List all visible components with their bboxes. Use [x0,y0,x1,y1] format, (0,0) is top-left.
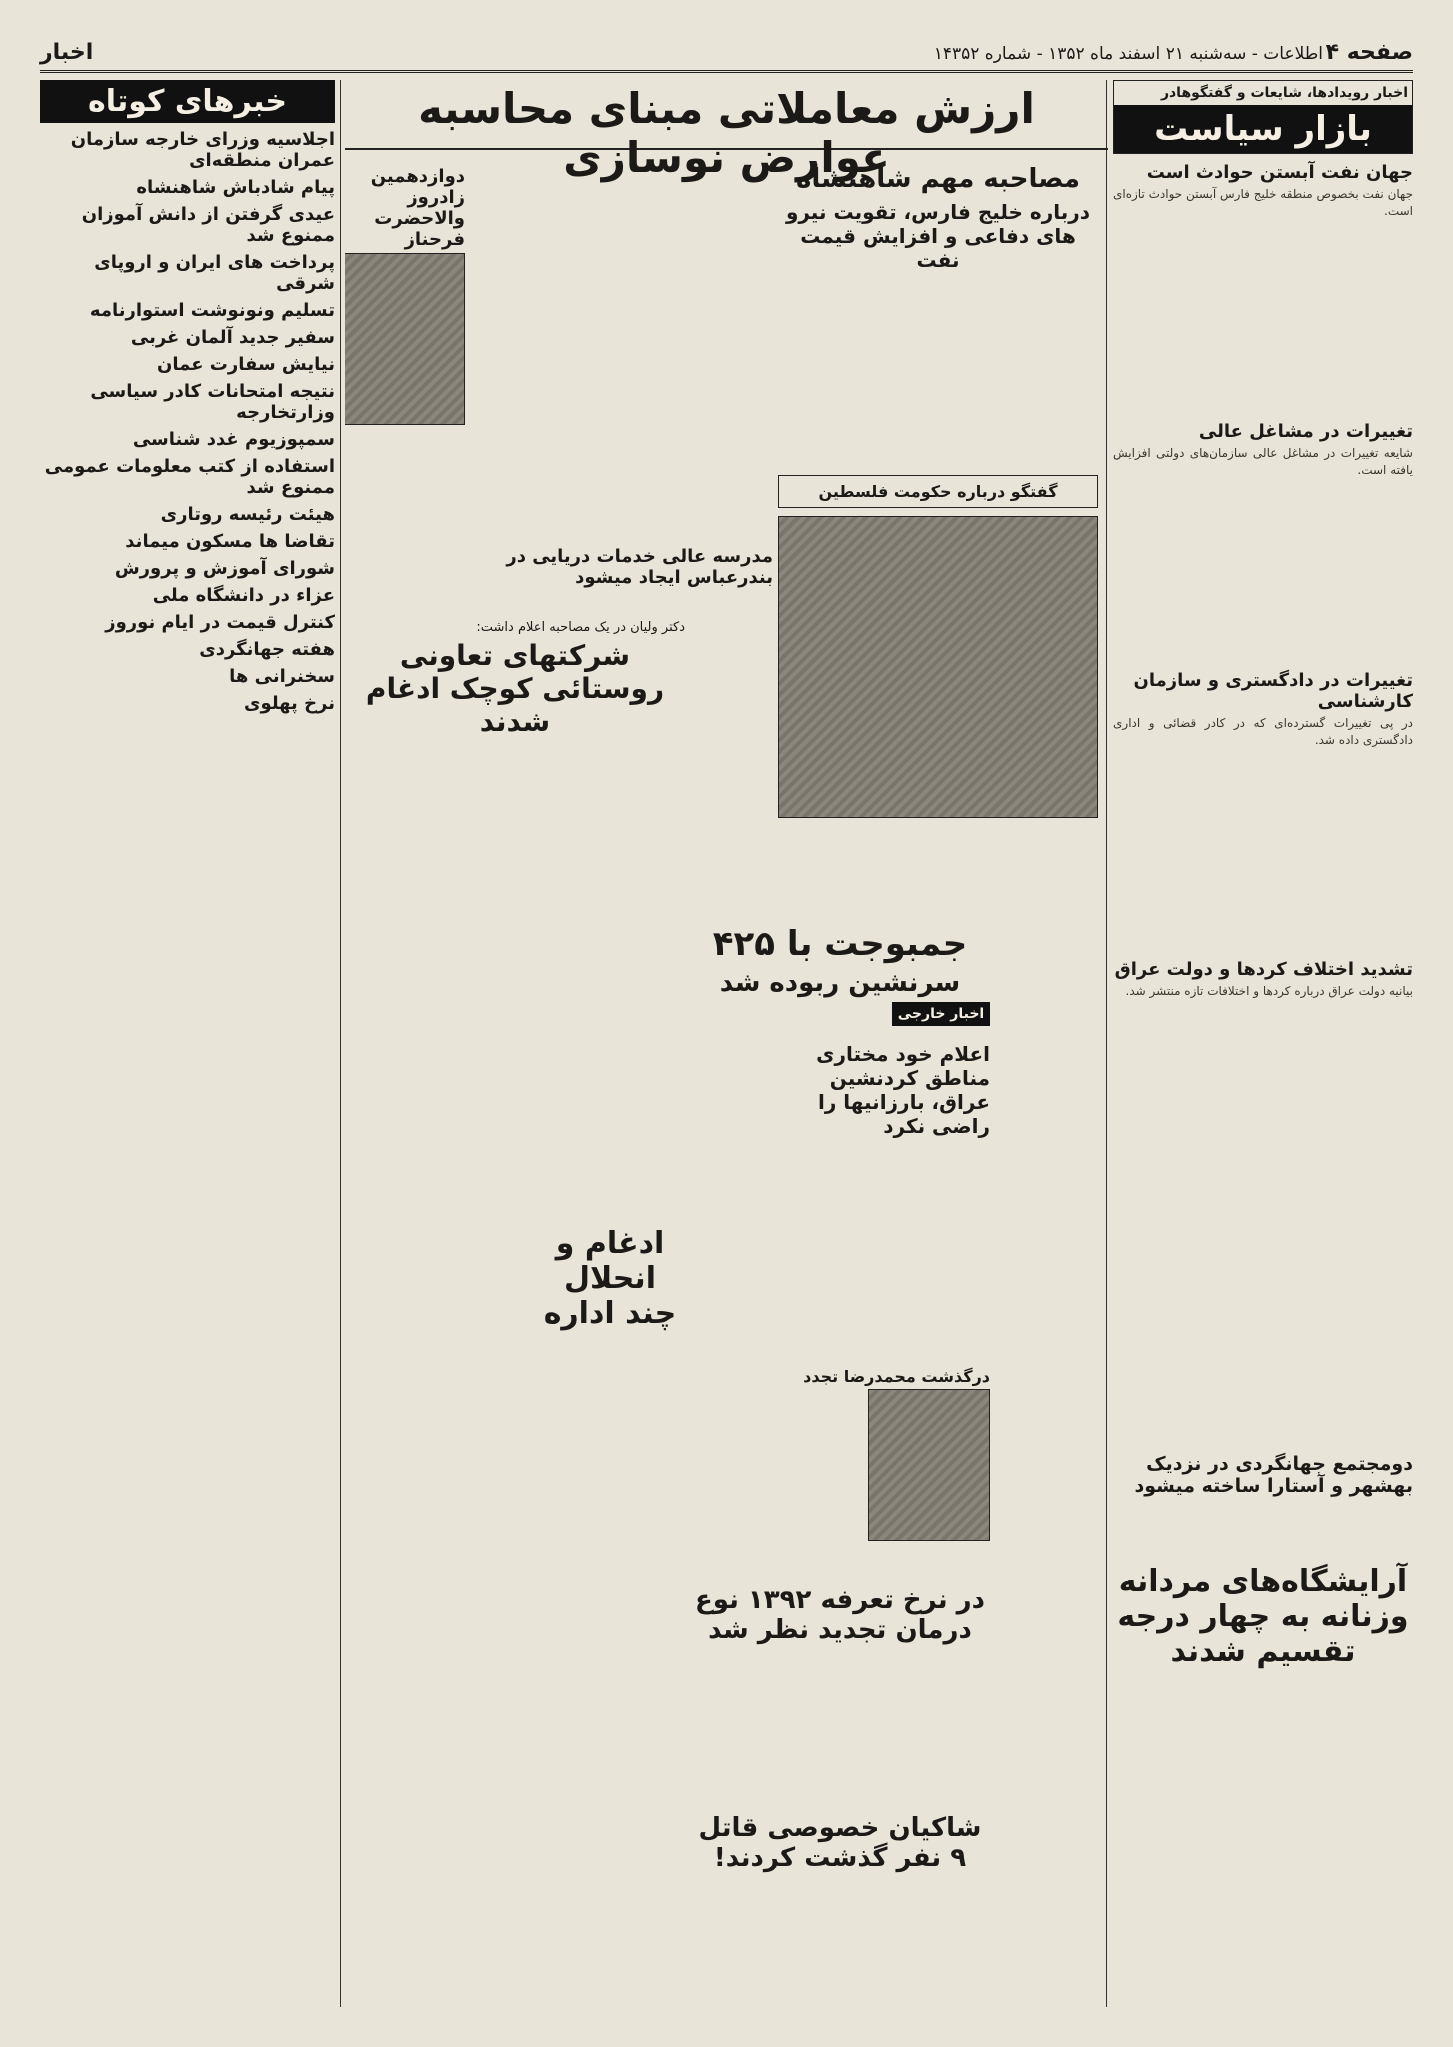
politics-item-title: جهان نفت آبستن حوادث است [1146,162,1413,183]
obit-title: درگذشت محمدرضا تجدد [803,1367,990,1386]
short-news-item: کنترل قیمت در ایام نوروز [105,612,335,633]
short-news-item: سفیر جدید آلمان غربی [130,327,335,348]
resort-block [1113,1447,1413,2007]
birthday-photo [345,253,465,425]
politics-title: بازار سیاست [1114,105,1412,153]
politics-item-title: تغییرات در مشاغل عالی [1198,420,1413,442]
politics-kicker: اخبار رویدادها، شایعات و گفتگوهادر [1160,85,1408,101]
short-news-item: عزاء در دانشگاه ملی [152,585,335,606]
politics-item-text: شایعه تغییرات در مشاغل عالی سازمان‌های دولتی افزایش یافته است. [1113,445,1413,478]
obit-photo [868,1389,990,1541]
short-news-item: نرخ پهلوی [244,693,335,714]
short-news-item: پیام شادباش شاهنشاه [136,177,335,198]
palestine-photo [778,516,1098,818]
politics-item-title: تغییرات در دادگستری و سازمان کارشناسی [1133,669,1413,712]
short-news-list [40,129,335,714]
issue-meta: اطلاعات - سه‌شنبه ۲۱ اسفند ماه ۱۳۵۲ - شماره ۱۴۳۵۲ [933,44,1323,64]
short-news-item: پرداخت های ایران و اروپای شرقی [94,252,335,294]
lead-headline: ارزش معاملاتی مبنای محاسبه عوارض نوسازی [345,84,1108,150]
short-news-item: اجلاسیه وزرای خارجه سازمان عمران منطقه‌ای [70,129,335,171]
coops-block [345,620,685,2007]
barber-title: آرایشگاه‌های مردانه وزنانه به چهار درجه تقسیم شدند [1117,1564,1409,1669]
politics-items [1113,162,1413,1001]
resort-title: دومجتمع جهانگردی در نزدیک بهشهر و آستارا ساخته میشود [1134,1453,1413,1497]
complaint-title: شاکیان خصوصی قاتل ۹ نفر گذشت کردند! [698,1813,982,1873]
iraq-title: اعلام خود مختاری مناطق کردنشین عراق، بارزانیها را راضی نکرد [816,1042,990,1138]
politics-item-text: بیانیه دولت عراق درباره کردها و اختلافات تازه منتشر شد. [1125,984,1413,999]
birthday-title: دوازدهمین زادروز والاحضرت فرحناز [370,166,465,250]
section-label: اخبار [40,40,94,65]
short-news-item: نیایش سفارت عمان [157,354,335,375]
jumbo-subtitle: سرنشین ربوده شد [719,968,961,998]
short-news-item: تسلیم ونونوشت استوارنامه [89,300,335,321]
politics-box [1113,80,1413,154]
short-news-item: هیئت رئیسه روتاری [160,504,335,525]
column-rule [340,80,341,2007]
school-title: مدرسه عالی خدمات دریایی در بندرعباس ایجاد میشود [506,546,773,588]
coops-title: شرکتهای تعاونی روستائی کوچک ادغام شدند [365,639,665,738]
short-news-item: هفته جهانگردی [199,639,335,660]
page-label: صفحه ۴ [1325,40,1413,65]
short-news-item: سخنرانی ها [229,666,335,687]
jumbo-title: جمبوجت با ۴۲۵ [712,924,968,964]
short-news-item: شورای آموزش و پرورش [114,558,335,579]
tariff-title: در نرخ تعرفه ۱۳۹۲ نوع درمان تجدید نظر شد [695,1585,985,1645]
masthead [40,40,1413,73]
short-news-item: استفاده از کتب معلومات عمومی ممنوع شد [44,456,335,498]
politics-item-text: در پی تغییرات گسترده‌ای که در کادر قضائی و اداری دادگستری داده شد. [1113,715,1413,747]
interview-title: مصاحبه مهم شاهنشاه [796,164,1080,194]
left-column [40,80,335,2007]
politics-item-text: جهان نفت بخصوص منطقه خلیج فارس آبستن حوادث تازه‌ای است. [1113,187,1413,219]
right-column [1113,80,1413,2007]
merge-title: ادغام و انحلال چند اداره [543,1226,677,1331]
center-column [690,920,990,2007]
short-news-item: عیدی گرفتن از دانش آموزان ممنوع شد [81,204,335,246]
short-news-item: سمپوزیوم غدد شناسی [132,429,335,450]
column-rule [1106,80,1107,2007]
palestine-caption: گفتگو درباره حکومت فلسطین [778,475,1098,508]
coops-kicker: دکتر ولیان در یک مصاحبه اعلام داشت: [476,620,685,635]
short-news-item: نتیجه امتحانات کادر سیاسی وزارتخارجه [90,381,335,423]
short-news-item: تقاضا ها مسکون میماند [125,531,335,552]
foreign-news-label: اخبار خارجی [892,1002,990,1026]
politics-item-title: تشدید اختلاف کردها و دولت عراق [1114,959,1413,981]
short-news-title: خبرهای کوتاه [40,80,335,123]
interview-subtitle: درباره خلیج فارس، تقویت نیرو های دفاعی و افزایش قیمت نفت [785,200,1091,272]
